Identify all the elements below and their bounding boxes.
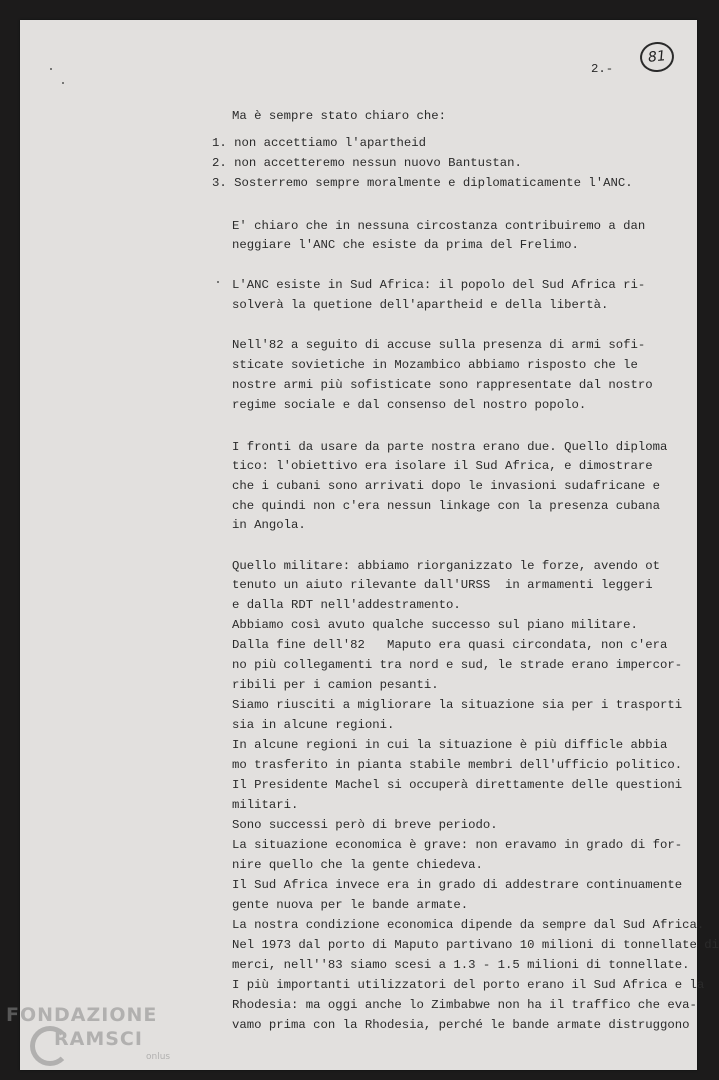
watermark-line2: RAMSCI: [54, 1028, 143, 1050]
archive-watermark: [6, 1004, 176, 1074]
list-item: 1. non accettiamo l'apartheid: [212, 136, 427, 150]
text-line: tenuto un aiuto rilevante dall'URSS in armamenti leggeri: [232, 578, 653, 592]
text-line: solverà la quetione dell'apartheid e della libertà.: [232, 298, 609, 312]
text-line: militari.: [232, 798, 299, 812]
text-line: I fronti da usare da parte nostra erano due. Quello diploma: [232, 440, 668, 454]
text-line: merci, nell''83 siamo scesi a 1.3 - 1.5 milioni di tonnellate.: [232, 958, 690, 972]
text-line: sticate sovietiche in Mozambico abbiamo risposto che le: [232, 358, 638, 372]
text-line: nostre armi più sofisticate sono rappresentate dal nostro: [232, 378, 653, 392]
text-line: e dalla RDT nell'addestramento.: [232, 598, 461, 612]
text-line: gente nuova per le bande armate.: [232, 898, 469, 912]
text-line: che quindi non c'era nessun linkage con la presenza cubana: [232, 499, 661, 513]
watermark-line1: FONDAZIONE: [6, 1004, 158, 1026]
text-line: Il Sud Africa invece era in grado di addestrare continuamente: [232, 878, 683, 892]
text-line: L'ANC esiste in Sud Africa: il popolo del Sud Africa ri-: [232, 278, 646, 292]
text-line: sia in alcune regioni.: [232, 718, 395, 732]
text-line: nire quello che la gente chiedeva.: [232, 858, 483, 872]
text-line: regime sociale e dal consenso del nostro popolo.: [232, 398, 587, 412]
text-line: che i cubani sono arrivati dopo le invasioni sudafricane e: [232, 479, 661, 493]
text-line: I più importanti utilizzatori del porto erano il Sud Africa e la: [232, 978, 705, 992]
ink-speck: [50, 68, 52, 70]
text-line: La nostra condizione economica dipende da sempre dal Sud Africa.: [232, 918, 705, 932]
text-line: Dalla fine dell'82 Maputo era quasi circondata, non c'era: [232, 638, 668, 652]
text-line: E' chiaro che in nessuna circostanza contribuiremo a dan: [232, 219, 646, 233]
text-line: in Angola.: [232, 518, 306, 532]
text-line: Il Presidente Machel si occuperà direttamente delle questioni: [232, 778, 683, 792]
text-line: mo trasferito in pianta stabile membri dell'ufficio politico.: [232, 758, 683, 772]
text-line: In alcune regioni in cui la situazione è più difficle abbia: [232, 738, 668, 752]
text-line: La situazione economica è grave: non eravamo in grado di for-: [232, 838, 683, 852]
text-line: vamo prima con la Rhodesia, perché le bande armate distruggono: [232, 1018, 690, 1032]
archive-number-stamp: 81: [639, 40, 676, 73]
text-line: Nel 1973 dal porto di Maputo partivano 10 milioni di tonnellate di: [232, 938, 719, 952]
text-line: tico: l'obiettivo era isolare il Sud Africa, e dimostrare: [232, 459, 653, 473]
text-line: Abbiamo così avuto qualche successo sul piano militare.: [232, 618, 638, 632]
page-number: 2.-: [591, 62, 614, 76]
ink-speck: [62, 82, 64, 84]
text-line: Quello militare: abbiamo riorganizzato le forze, avendo ot: [232, 559, 661, 573]
text-line: no più collegamenti tra nord e sud, le strade erano impercor-: [232, 658, 683, 672]
text-line: Siamo riusciti a migliorare la situazione sia per i trasporti: [232, 698, 683, 712]
text-line: Nell'82 a seguito di accuse sulla presenza di armi sofi-: [232, 338, 646, 352]
ink-speck: [217, 281, 219, 283]
text-line: neggiare l'ANC che esiste da prima del Frelimo.: [232, 238, 579, 252]
watermark-suffix: onlus: [146, 1052, 171, 1062]
text-line: Rhodesia: ma oggi anche lo Zimbabwe non ha il traffico che eva-: [232, 998, 697, 1012]
text-line: Sono successi però di breve periodo.: [232, 818, 498, 832]
list-item: 2. non accetteremo nessun nuovo Bantustan.: [212, 156, 522, 170]
list-item: 3. Sosterremo sempre moralmente e diplomaticamente l'ANC.: [212, 176, 633, 190]
text-line: ribili per i camion pesanti.: [232, 678, 439, 692]
text-line: Ma è sempre stato chiaro che:: [232, 109, 447, 123]
